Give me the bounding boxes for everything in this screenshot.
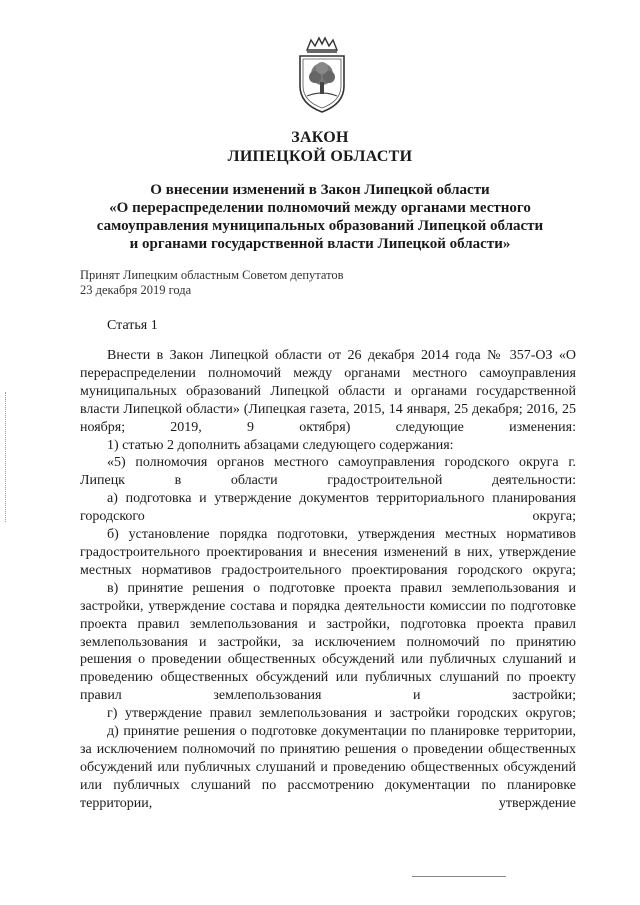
paragraph: б) установление порядка подготовки, утверждения местных нормативов градостроительного проектирования и внесения изменений в них, утверждение местных нормативов градостроительного проектирования городского округа; — [80, 527, 576, 578]
adoption-date: 23 декабря 2019 года — [80, 283, 192, 297]
footer-rule — [412, 876, 506, 877]
region-heading: ЛИПЕЦКОЙ ОБЛАСТИ — [227, 148, 413, 165]
paragraph: Внести в Закон Липецкой области от 26 декабря 2014 года № 357-ОЗ «О перераспределении полномочий между органами местного самоуправления муниципальных образований Липецкой области и органами государственной власти Липецкой области» (Липецкая газета, 2015, 14 января, 25 декабря; 2016, 25 ноября; 2019, 9 октября) следующие изменения: — [80, 348, 576, 435]
adoption-note — [80, 268, 344, 298]
title-line: и органами государственной власти Липецкой области» — [129, 236, 511, 252]
title-line: «О перераспределении полномочий между органами местного — [109, 200, 531, 216]
law-body — [80, 347, 576, 813]
title-line: самоуправления муниципальных образований Липецкой области — [96, 218, 544, 234]
paragraph: «5) полномочия органов местного самоуправления городского округа г. Липецк в области градостроительной деятельности: — [80, 455, 576, 489]
title-line: О внесении изменений в Закон Липецкой области — [150, 182, 490, 198]
paragraph: д) принятие решения о подготовке документации по планировке территории, за исключением полномочий по принятию решения о проведении общественных обсуждений или публичных слушаний и проведению общественных обсуждений или публичных слушаний по рассмотрению документации по планировке территории, утверждение — [80, 724, 576, 811]
coat-of-arms-emblem — [293, 36, 351, 114]
paragraph: 1) статью 2 дополнить абзацами следующего содержания: — [107, 437, 454, 453]
law-heading: ЗАКОН — [291, 129, 349, 146]
law-title — [60, 181, 580, 253]
adoption-line: Принят Липецким областным Советом депутатов — [80, 268, 344, 282]
paragraph: в) принятие решения о подготовке проекта правил землепользования и застройки, утверждение состава и порядка деятельности комиссии по подготовке проекта правил землепользования и застройки, подготовка проекта правил землепользования и застройки, за исключением полномочий по принятию решения о проведении общественных обсуждений или публичных слушаний и проведению общественных обсуждений или публичных слушаний по проекту правил землепользования и застройки; — [80, 580, 576, 704]
margin-mark — [5, 392, 9, 522]
paragraph: г) утверждение правил землепользования и застройки городских округов; — [107, 706, 576, 722]
paragraph: а) подготовка и утверждение документов территориального планирования городского округа; — [80, 491, 576, 525]
article-heading: Статья 1 — [107, 318, 158, 333]
